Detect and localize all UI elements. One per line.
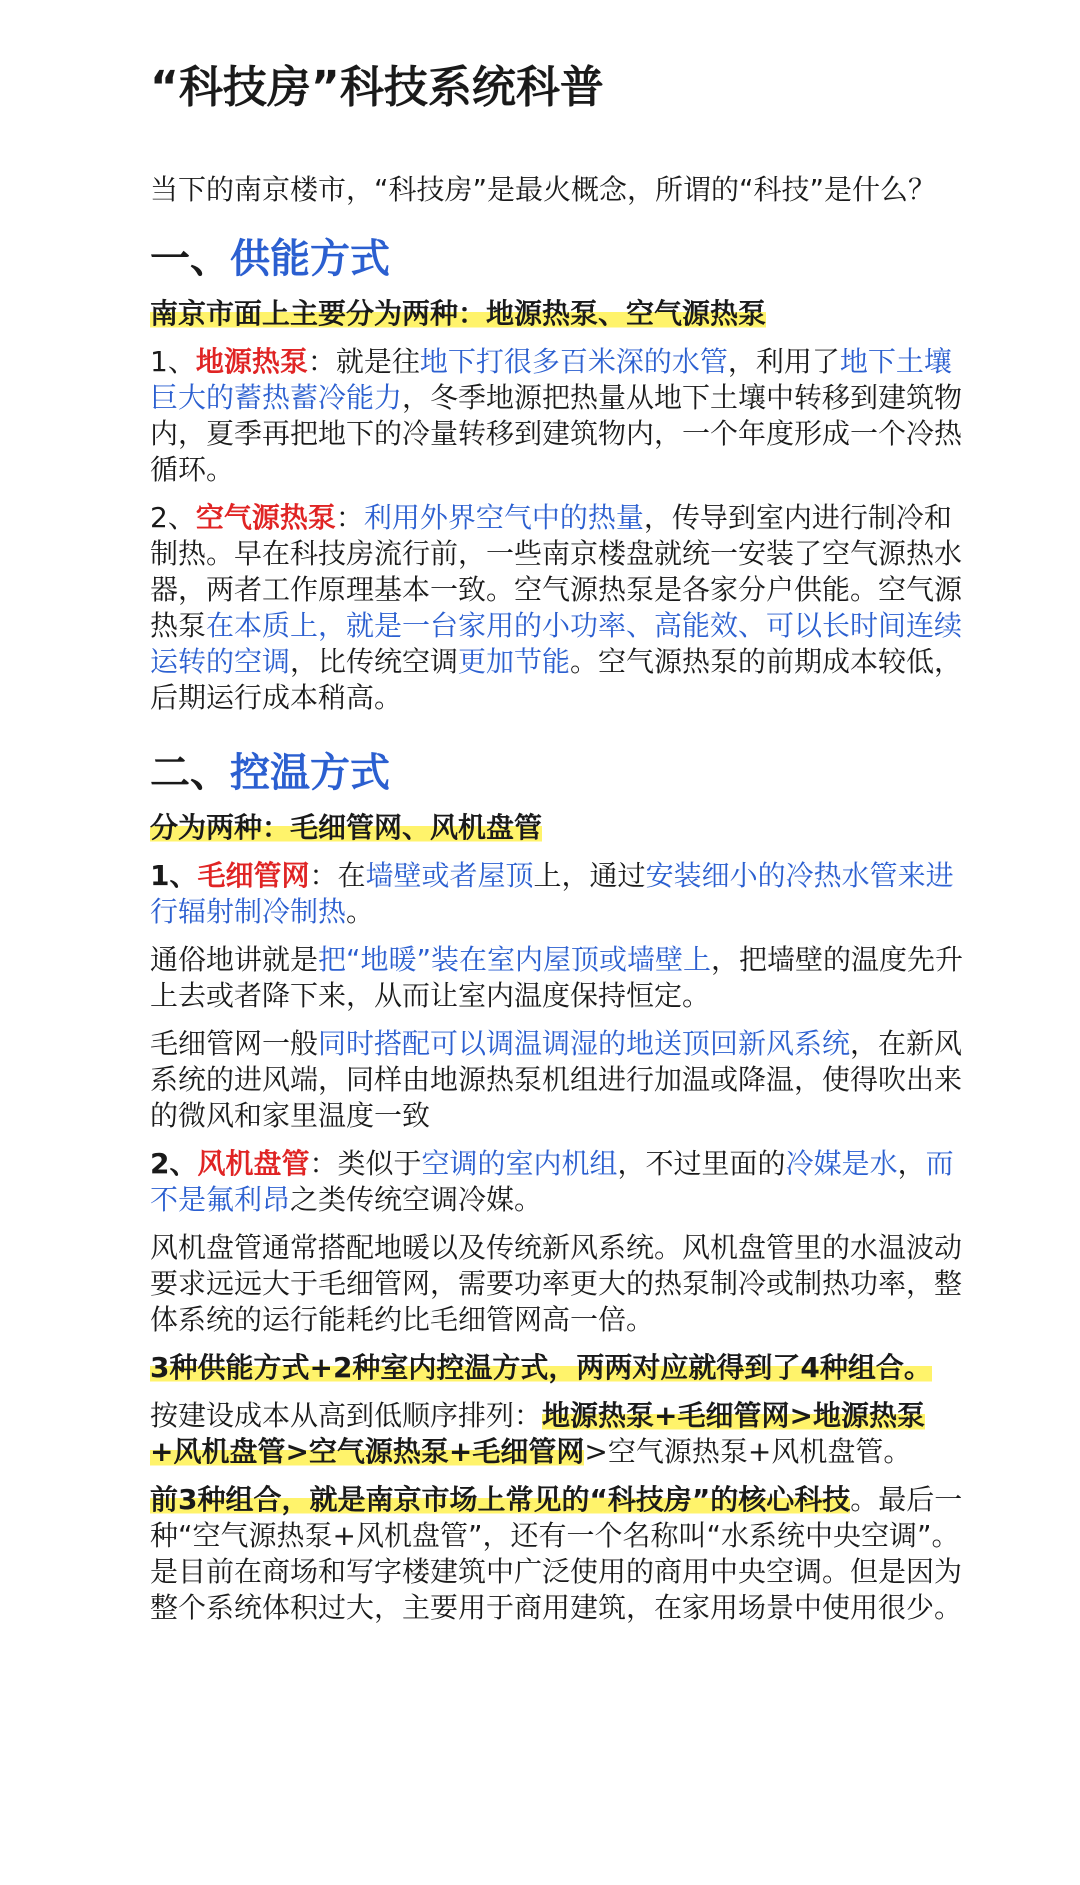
item-name: 地源热泵: [195, 345, 308, 378]
section-heading-temperature: [150, 748, 970, 798]
section-label: 供能方式: [230, 236, 390, 282]
section-label: 控温方式: [230, 750, 390, 796]
intro-paragraph: 当下的南京楼市，“科技房”是最火概念，所谓的“科技”是什么？: [150, 173, 937, 206]
section-heading-supply: [150, 234, 970, 284]
combo-order: 按建设成本从高到低顺序排列：地源热泵+毛细管网>地源热泵+风机盘管>空气源热泵+毛细管网>空气源热泵+风机盘管。: [150, 1399, 925, 1468]
item-air-source-heat-pump: 2、空气源热泵：利用外界空气中的热量，传导到室内进行制冷和制热。早在科技房流行前，一些南京楼盘就统一安装了空气源热水器，两者工作原理基本一致。空气源热泵是各家分户供能。空气源热泵在本质上，就是一台家用的小功率、高能效、可以长时间连续运转的空调，比传统空调更加节能。空气源热泵的前期成本较低，后期运行成本稍高。: [150, 501, 963, 714]
section-summary: 南京市面上主要分为两种：地源热泵、空气源热泵: [150, 297, 767, 330]
page-title: “科技房”科技系统科普: [150, 62, 604, 113]
item-name: 空气源热泵: [195, 501, 336, 534]
combo-conclusion: 前3种组合，就是南京市场上常见的“科技房”的核心科技。最后一种“空气源热泵+风机盘管”，还有一个名称叫“水系统中央空调”。是目前在商场和写字楼建筑中广泛使用的商用中央空调。但是因为整个系统体积过大，主要用于商用建筑，在家用场景中使用很少。: [150, 1483, 963, 1624]
paragraph: 毛细管网一般同时搭配可以调温调湿的地送顶回新风系统，在新风系统的进风端，同样由地源热泵机组进行加温或降温，使得吹出来的微风和家里温度一致: [150, 1027, 963, 1132]
section-number: 二、: [150, 750, 230, 796]
item-fan-coil: 2、风机盘管：类似于空调的室内机组，不过里面的冷媒是水，而不是氟利昂之类传统空调冷媒。: [150, 1147, 954, 1216]
paragraph: 风机盘管通常搭配地暖以及传统新风系统。风机盘管里的水温波动要求远远大于毛细管网，需要功率更大的热泵制冷或制热功率，整体系统的运行能耗约比毛细管网高一倍。: [150, 1231, 963, 1336]
section-summary: 分为两种：毛细管网、风机盘管: [150, 811, 543, 844]
combo-summary: 3种供能方式+2种室内控温方式，两两对应就得到了4种组合。: [150, 1351, 932, 1384]
item-name: 风机盘管: [197, 1147, 310, 1180]
paragraph: 通俗地讲就是把“地暖”装在室内屋顶或墙壁上，把墙壁的温度先升上去或者降下来，从而让室内温度保持恒定。: [150, 943, 964, 1012]
item-ground-source-heat-pump: 1、地源热泵：就是往地下打很多百米深的水管，利用了地下土壤巨大的蓄热蓄冷能力，冬季地源把热量从地下土壤中转移到建筑物内，夏季再把地下的冷量转移到建筑物内，一个年度形成一个冷热循环。: [150, 345, 963, 486]
item-name: 毛细管网: [197, 859, 310, 892]
section-number: 一、: [150, 236, 230, 282]
item-capillary-network: 1、毛细管网：在墙壁或者屋顶上，通过安装细小的冷热水管来进行辐射制冷制热。: [150, 859, 954, 928]
